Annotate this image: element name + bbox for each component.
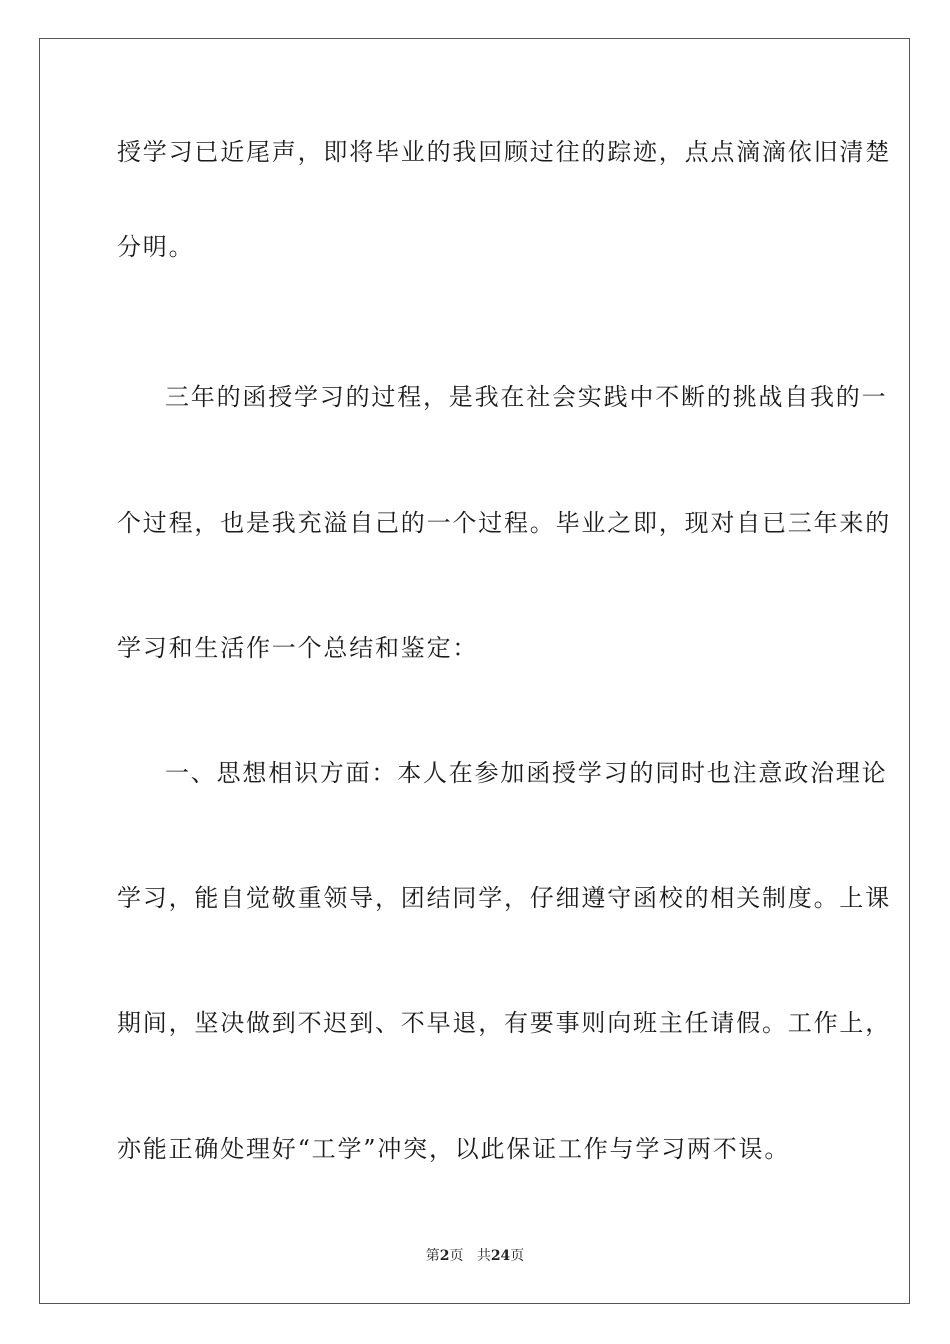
- footer-total-prefix: 共: [476, 1248, 491, 1264]
- body-text-line-7: 学习，能自觉敬重领导，团结同学，仔细遵守函校的相关制度。上课: [117, 884, 891, 912]
- body-text-line-9: 亦能正确处理好“工学”冲突，以此保证工作与学习两不误。: [117, 1135, 791, 1163]
- footer-total-suffix: 页: [510, 1248, 525, 1264]
- body-text-line-1: 授学习已近尾声，即将毕业的我回顾过往的踪迹，点点滴滴依旧清楚: [117, 138, 891, 166]
- page-frame: [39, 38, 910, 1304]
- page-footer: [0, 1247, 950, 1265]
- footer-page-suffix: 页: [449, 1248, 464, 1264]
- footer-page-number: 2: [439, 1248, 450, 1264]
- body-text-line-4: 个过程，也是我充溢自己的一个过程。毕业之即，现对自已三年来的: [117, 509, 891, 537]
- body-text-line-2: 分明。: [117, 233, 195, 261]
- body-text-line-5: 学习和生活作一个总结和鉴定：: [117, 634, 479, 662]
- body-text-line-8: 期间，坚决做到不迟到、不早退，有要事则向班主任请假。工作上，: [117, 1009, 891, 1037]
- footer-page-prefix: 第: [425, 1248, 440, 1264]
- footer-total-pages: 24: [490, 1248, 511, 1264]
- body-text-line-3: 三年的函授学习的过程，是我在社会实践中不断的挑战自我的一: [165, 383, 888, 411]
- body-text-line-6: 一、思想相识方面：本人在参加函授学习的同时也注意政治理论: [165, 759, 888, 787]
